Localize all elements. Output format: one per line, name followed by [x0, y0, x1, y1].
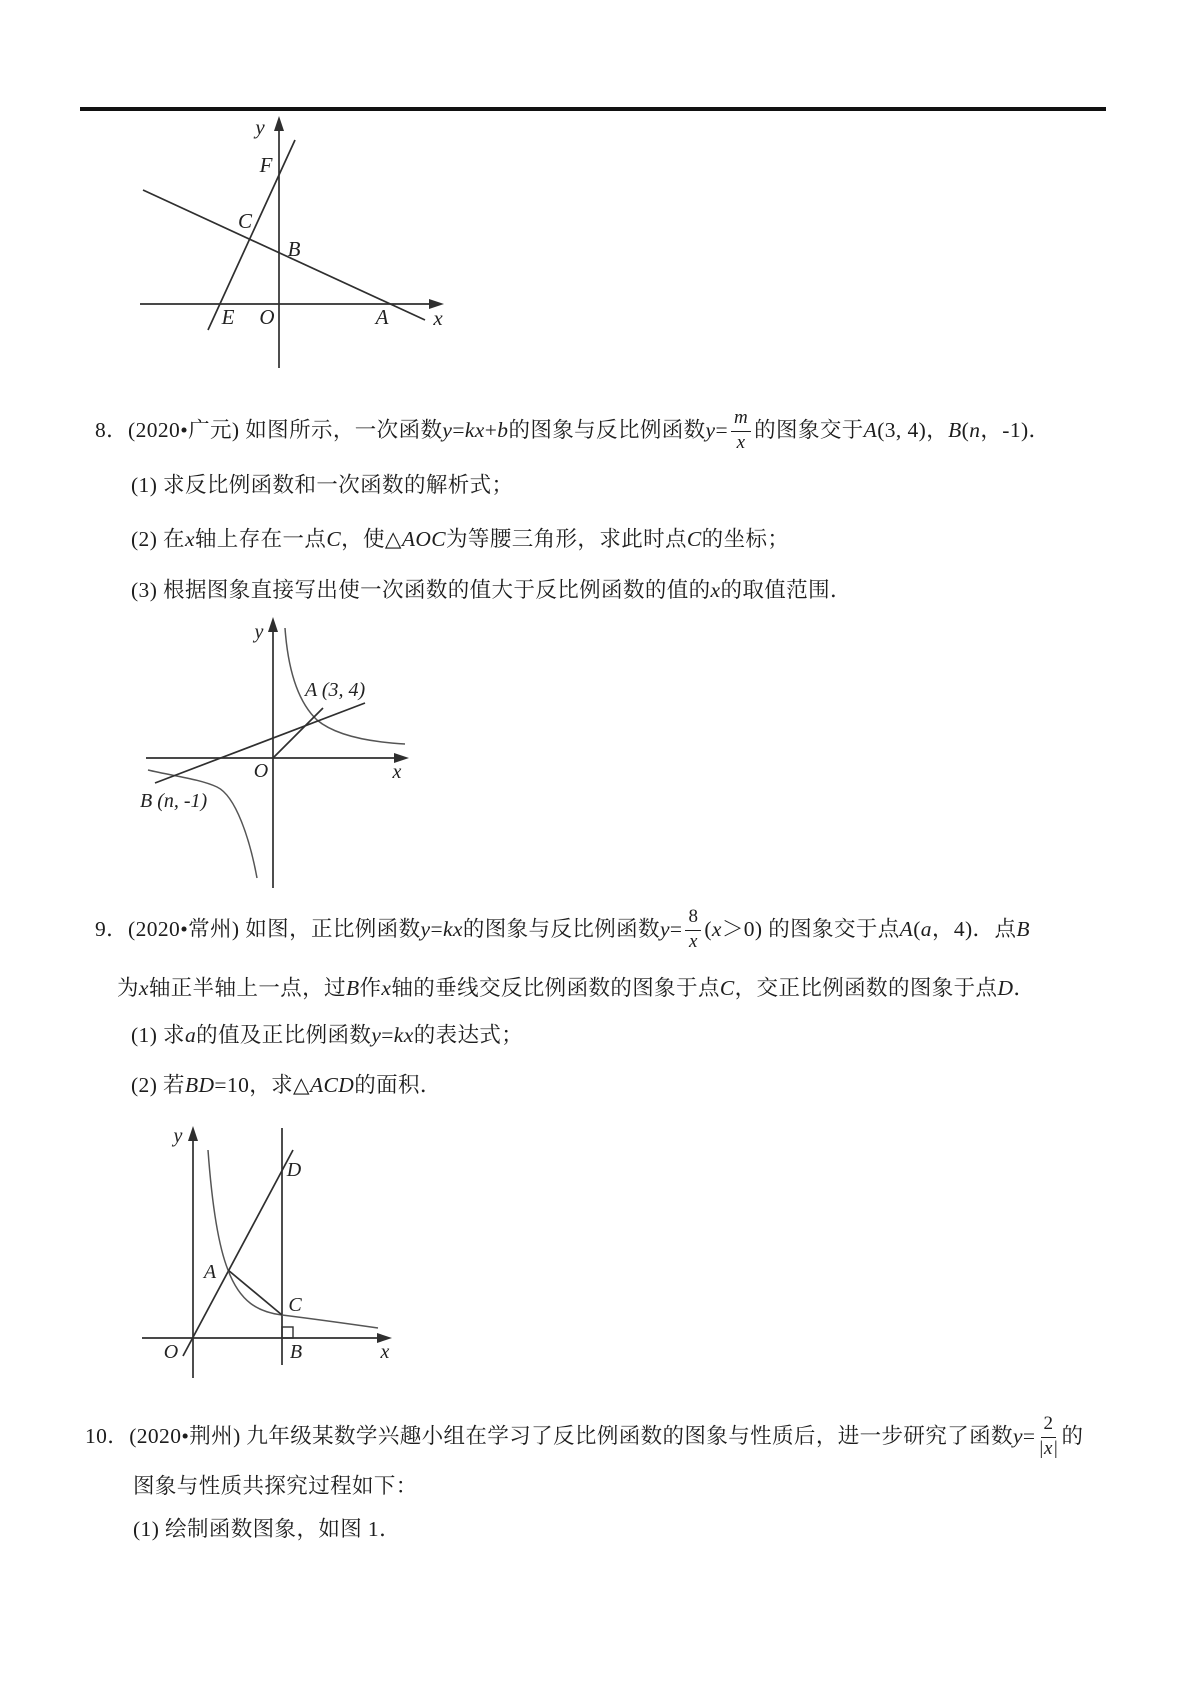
text-run: (2) 在 — [131, 527, 185, 551]
math-var: kx — [442, 917, 463, 942]
problem-9-question-1 — [131, 1021, 523, 1050]
math-var: n — [969, 418, 981, 443]
fig1-point-E-label: E — [221, 305, 235, 329]
fig3-point-A-label: A — [203, 1261, 217, 1283]
math-var: x — [711, 917, 722, 942]
fig2-y-label: y — [254, 621, 264, 643]
math-var: x — [710, 578, 721, 602]
text-run: (3, 4)， — [877, 418, 949, 443]
text-run: 轴上存在一点 — [194, 527, 327, 551]
shallow-line-CBA — [143, 190, 425, 320]
problem-9-question-2 — [131, 1071, 442, 1100]
text-run: 为等腰三角形，求此时点 — [446, 527, 687, 551]
problem-10-statement-line2 — [133, 1472, 418, 1501]
math-var: A — [899, 917, 914, 942]
fig3-point-B-label: B — [289, 1341, 303, 1363]
text-run: 轴正半轴上一点，过 — [148, 976, 346, 1000]
fig2-point-A-label: A (3, 4) — [305, 679, 366, 701]
text-run: 的取值范围． — [720, 578, 852, 602]
y-axis-arrow-icon — [268, 617, 278, 632]
text-run: ( — [961, 418, 970, 443]
problem-10-statement-line1 — [85, 1414, 1083, 1460]
fig3-x-label: x — [380, 1341, 390, 1363]
text-run: (3) 根据图象直接写出使一次函数的值大于反比例函数的值的 — [131, 578, 711, 602]
text-run: ，交正比例函数的图象于点 — [734, 976, 998, 1000]
figure-problem8-intersecting-lines — [128, 110, 458, 372]
text-run: ，4)．点 — [931, 917, 1017, 942]
text-run: ，使△ — [341, 527, 402, 551]
y-axis-arrow-icon — [188, 1126, 198, 1141]
math-var: kx — [393, 1023, 414, 1047]
math-var: B — [1016, 917, 1030, 942]
segment-O-A — [273, 708, 323, 758]
math-var: C — [326, 527, 342, 551]
text-run: 8．(2020•广元) 如图所示，一次函数 — [95, 418, 443, 443]
math-var: a — [184, 1023, 197, 1047]
math-var: kx — [464, 418, 485, 443]
text-run: ( — [913, 917, 921, 942]
text-run: 的图象与反比例函数 — [508, 418, 706, 443]
figure-problem9-hyperbola-graph — [138, 1120, 408, 1385]
text-run: =10，求△ — [214, 1073, 310, 1097]
steep-line-EF — [208, 140, 295, 330]
problem-9-statement-line2 — [117, 974, 1035, 1003]
math-var: x — [184, 527, 195, 551]
text-run: ． — [1013, 976, 1036, 1000]
fraction: $\frac{2}{|x|}$ — [1038, 1413, 1059, 1459]
hyperbola-branch-q3 — [148, 770, 257, 878]
math-var: b — [497, 418, 509, 443]
math-var: x — [138, 976, 149, 1000]
fig2-origin-label: O — [253, 760, 269, 782]
text-run: = — [430, 917, 443, 942]
fig1-x-label: x — [433, 306, 443, 330]
text-run: 的面积． — [354, 1073, 442, 1097]
text-run: 的 — [1061, 1424, 1084, 1449]
text-run: (1) 绘制函数图象，如图 1． — [133, 1517, 401, 1541]
text-run: 10．(2020•荆州) 九年级某数学兴趣小组在学习了反比例函数的图象与性质后，进一步研究了函数 — [85, 1424, 1013, 1449]
text-run: 的表达式； — [413, 1023, 524, 1047]
problem-8-question-2 — [131, 525, 789, 554]
math-var: C — [686, 527, 702, 551]
right-angle-mark — [282, 1327, 293, 1338]
text-run: 9．(2020•常州) 如图，正比例函数 — [95, 917, 421, 942]
fig3-origin-label: O — [163, 1341, 179, 1363]
fig1-origin-label: O — [259, 305, 275, 329]
problem-8-question-3 — [131, 576, 852, 605]
math-var: BD — [184, 1073, 215, 1097]
math-var: D — [997, 976, 1014, 1000]
math-var: B — [345, 976, 360, 1000]
text-run: 的图象交于 — [754, 418, 864, 443]
text-run: = — [715, 418, 729, 443]
problem-10-question-1 — [133, 1515, 401, 1544]
text-run: 的图象与反比例函数 — [462, 917, 660, 942]
figure-problem8-hyperbola-graph — [138, 610, 423, 895]
text-run: ( — [704, 917, 712, 942]
fig1-point-C-label: C — [237, 209, 253, 233]
text-run: 作 — [359, 976, 382, 1000]
problem-8-question-1 — [131, 471, 513, 500]
fig3-point-D-label: D — [286, 1159, 302, 1181]
text-run: = — [669, 917, 683, 942]
text-run: = — [1022, 1424, 1036, 1449]
fig3-y-label: y — [173, 1125, 183, 1147]
fraction: $\frac{m}{x}$ — [731, 408, 751, 454]
fraction: $\frac{8}{x}$ — [685, 907, 701, 953]
math-var: AOC — [401, 527, 447, 551]
math-var: y — [442, 418, 453, 443]
fig1-point-A-label: A — [375, 305, 389, 329]
math-var: a — [920, 917, 932, 942]
text-run: 轴的垂线交反比例函数的图象于点 — [391, 976, 720, 1000]
text-run: + — [484, 418, 498, 443]
math-var: y — [659, 917, 670, 942]
text-run: = — [381, 1023, 394, 1047]
math-var: y — [420, 917, 431, 942]
text-run: ＞0) 的图象交于点 — [721, 917, 900, 942]
text-run: 为 — [117, 976, 139, 1000]
fig2-point-B-label: B (n, -1) — [140, 790, 208, 812]
text-run: (1) 求 — [131, 1023, 185, 1047]
math-var: y — [371, 1023, 382, 1047]
proportional-line-OAD — [183, 1150, 293, 1356]
fig2-x-label: x — [392, 761, 402, 783]
fig1-y-label: y — [255, 115, 265, 139]
text-run: 的值及正比例函数 — [196, 1023, 372, 1047]
text-run: = — [452, 418, 465, 443]
math-var: x — [381, 976, 392, 1000]
fig1-point-F-label: F — [259, 153, 273, 177]
math-var: y — [1012, 1424, 1023, 1449]
fig3-point-C-label: C — [288, 1294, 302, 1316]
text-run: (1) 求反比例函数和一次函数的解析式； — [131, 473, 514, 497]
text-run: ，-1)． — [980, 418, 1051, 443]
problem-9-statement-line1 — [95, 907, 1030, 953]
math-var: y — [705, 418, 716, 443]
text-run: (2) 若 — [131, 1073, 185, 1097]
chord-A-C — [228, 1270, 282, 1315]
math-var: A — [863, 418, 878, 443]
fig1-point-B-label: B — [287, 237, 301, 261]
math-var: B — [948, 418, 962, 443]
y-axis-arrow-icon — [274, 116, 284, 131]
math-var: C — [719, 976, 735, 1000]
problem-8-statement — [95, 408, 1050, 454]
math-var: ACD — [309, 1073, 355, 1097]
text-run: 的坐标； — [701, 527, 790, 551]
text-run: 图象与性质共探究过程如下： — [133, 1474, 418, 1498]
